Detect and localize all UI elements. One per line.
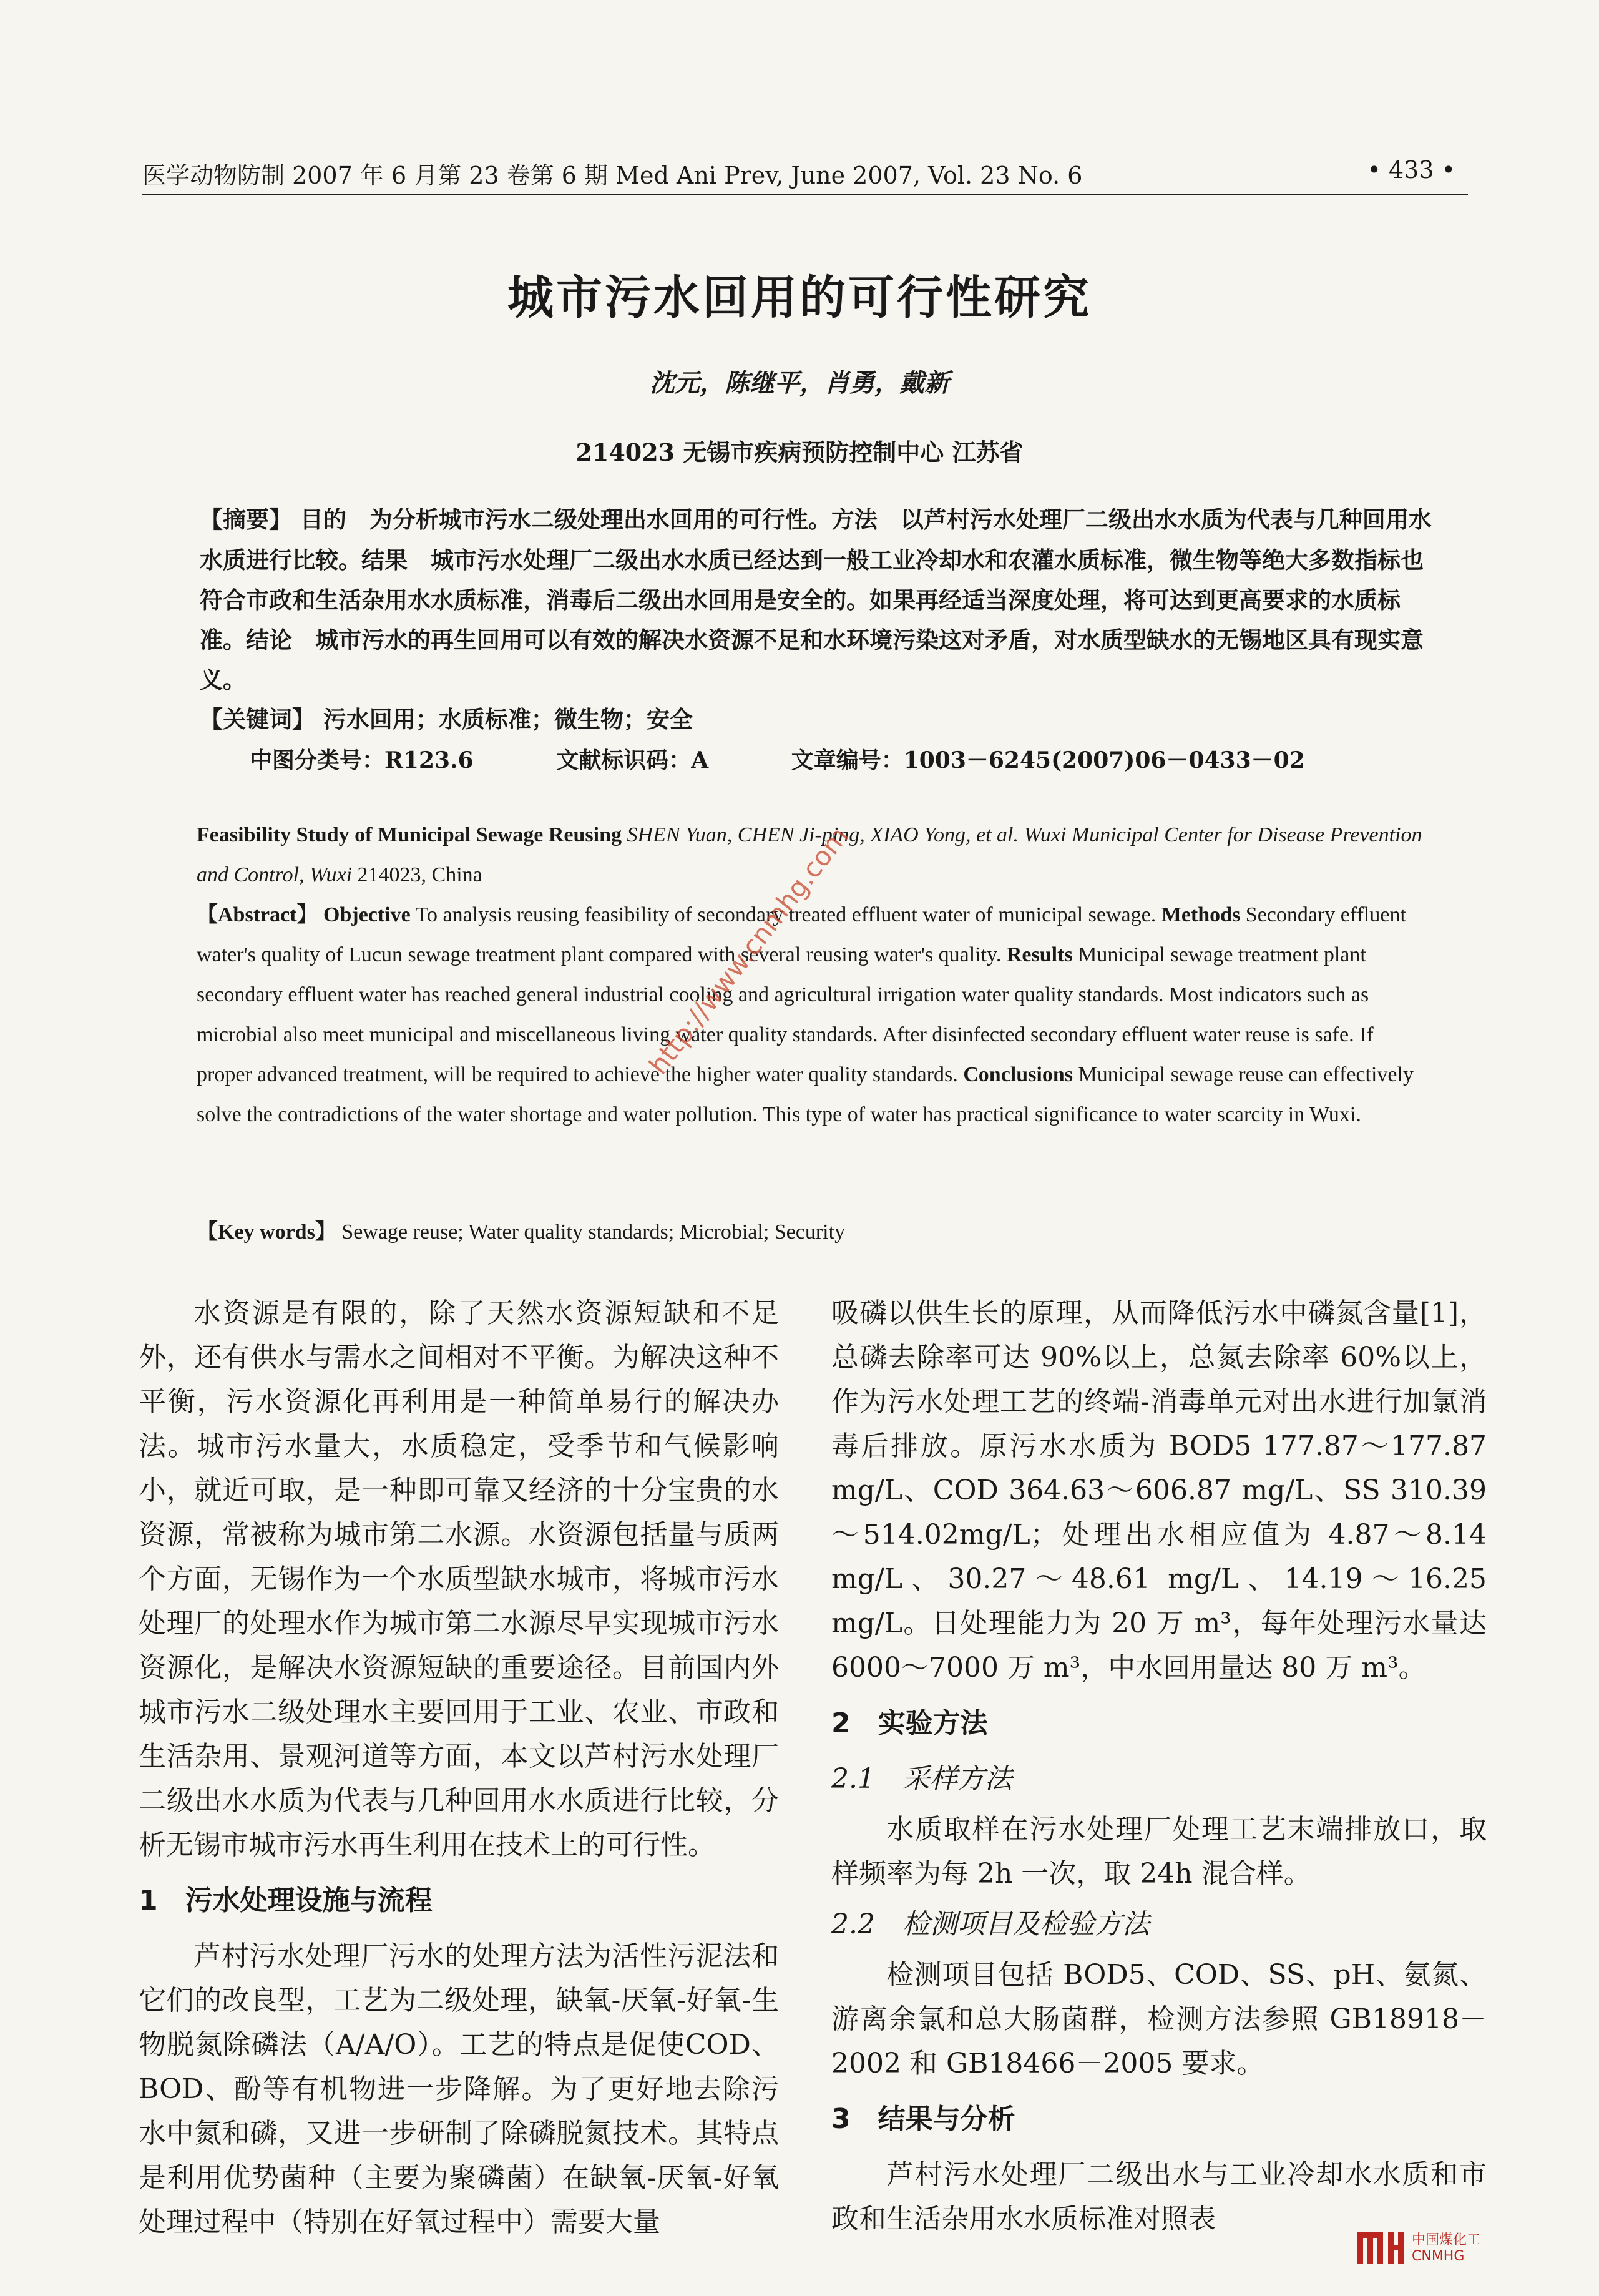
methods-text: Secondary effluent water's quality of Lucun sewage treatment plant compared with several reusing water's quality. [197, 903, 1406, 966]
body-right-column [831, 1291, 1487, 2241]
doc-code: 文献标识码：A [556, 747, 709, 773]
continued-paragraph: 吸磷以供生长的原理，从而降低污水中磷氮含量[1]，总磷去除率可达 90%以上，总氮去除率 60%以上，作为污水处理工艺的终端-消毒单元对出水进行加氯消毒后排放。原污水水质为 BOD5 177.87～177.87 mg/L、COD 364.63～606.87 mg/L、SS 310.39～514.02mg/L；处理出水相应值为 4.87～8.14 mg/L、30.27～48.61 mg/L、14.19～16.25 mg/L。日处理能力为 20 万 m³，每年处理污水量达 6000～7000 万 m³，中水回用量达 80 万 m³。 [831, 1297, 1487, 1684]
keywords-text: Sewage reuse; Water quality standards; Microbial; Security [341, 1220, 846, 1244]
subsection-2-1-text: 水质取样在污水处理厂处理工艺末端排放口，取样频率为每 2h 一次，取 24h 混合样。 [831, 1813, 1487, 1890]
logo-name: 中国煤化工 [1412, 2232, 1481, 2248]
article-number: 文章编号：1003－6245(2007)06－0433－02 [791, 747, 1305, 773]
english-abstract [197, 895, 1432, 1135]
abstract-cn [200, 499, 1432, 700]
clc-number: 中图分类号：R123.6 [250, 747, 474, 773]
classification-line [250, 743, 1380, 775]
keywords-label: 【Key words】 [197, 1220, 336, 1244]
section-2-heading: 2 实验方法 [831, 1707, 988, 1739]
authors: 沈元，陈继平，肖勇，戴新 [650, 368, 949, 398]
english-title-bold: Feasibility Study of Municipal Sewage Reusing [197, 823, 622, 846]
logo-sub: CNMHG [1412, 2249, 1465, 2264]
objective-text: To analysis reusing feasibility of secondary treated effluent water of municipal sewage. [415, 903, 1156, 926]
keywords-cn-label: 【关键词】 [200, 705, 315, 733]
results-text: Municipal sewage treatment plant secondary effluent water has reached general industrial cooling and agricultural irrigation water quality standards. Most indicators such as microbial also meet municipal and miscellaneous living water quality standards. After disinfected secondary effluent water reuse is safe. If proper advanced treatment, will be required to achieve the higher water quality standards. [197, 943, 1374, 1086]
section-1-heading: 1 污水处理设施与流程 [139, 1885, 433, 1916]
abstract-cn-label: 【摘要】 [200, 506, 292, 533]
abstract-cn-text: 目的 为分析城市污水二级处理出水回用的可行性。方法 以芦村污水处理厂二级出水水质为代表与几种回用水水质进行比较。结果 城市污水处理厂二级出水水质已经达到一般工业冷却水和农灌水质标准，微生物等绝大多数指标也符合市政和生活杂用水水质标准，消毒后二级出水回用是安全的。如果再经适当深度处理，将可达到更高要求的水质标准。结论 城市污水的再生回用可以有效的解决水资源不足和水环境污染这对矛盾，对水质型缺水的无锡地区具有现实意义。 [200, 506, 1432, 694]
section-1-text: 芦村污水处理厂污水的处理方法为活性污泥法和它们的改良型，工艺为二级处理，缺氧-厌氧-好氧-生物脱氮除磷法（A/A/O）。工艺的特点是促使COD、BOD、酚等有机物进一步降解。为了更好地去除污水中氮和磷，又进一步研制了除磷脱氮技术。其特点是利用优势菌种（主要为聚磷菌）在缺氧-厌氧-好氧处理过程中（特别在好氧过程中）需要大量 [139, 1940, 779, 2238]
english-address: 214023, China [357, 863, 482, 886]
header-rule [142, 194, 1468, 195]
affiliation: 214023 无锡市疾病预防控制中心 江苏省 [575, 438, 1024, 466]
running-header: 医学动物防制 2007 年 6 月第 23 卷第 6 期 Med Ani Prev, June 2007, Vol. 23 No. 6 [142, 162, 1083, 189]
cnmhg-logo [1354, 2229, 1498, 2272]
intro-paragraph: 水资源是有限的，除了天然水资源短缺和不足外，还有供水与需水之间相对不平衡。为解决这种不平衡，污水资源化再利用是一种简单易行的解决办法。城市污水量大，水质稳定，受季节和气候影响小，就近可取，是一种即可靠又经济的十分宝贵的水资源，常被称为城市第二水源。水资源包括量与质两个方面，无锡作为一个水质型缺水城市，将城市污水处理厂的处理水作为城市第二水源尽早实现城市污水资源化，是解决水资源短缺的重要途径。目前国内外城市污水二级处理水主要回用于工业、农业、市政和生活杂用、景观河道等方面，本文以芦村污水处理厂二级出水水质为代表与几种回用水水质进行比较，分析无锡市城市污水再生利用在技术上的可行性。 [139, 1297, 779, 1861]
english-keywords [197, 1212, 1432, 1252]
subsection-2-1-heading: 2.1 采样方法 [831, 1763, 1012, 1795]
keywords-cn-text: 污水回用；水质标准；微生物；安全 [323, 705, 693, 733]
subsection-2-2-text: 检测项目包括 BOD5、COD、SS、pH、氨氮、游离余氯和总大肠菌群，检测方法参照 GB18918－2002 和 GB18466－2005 要求。 [831, 1959, 1487, 2079]
page-number: • 433 • [1367, 156, 1455, 184]
subsection-2-2-heading: 2.2 检测项目及检验方法 [831, 1908, 1150, 1940]
conclusions-label: Conclusions [963, 1063, 1073, 1086]
methods-label: Methods [1161, 903, 1241, 926]
cnmhg-logo-icon [1354, 2229, 1406, 2267]
body-left-column [139, 1291, 779, 2244]
section-3-text: 芦村污水处理厂二级出水与工业冷却水水质和市政和生活杂用水水质标准对照表 [831, 2159, 1487, 2235]
results-label: Results [1006, 943, 1073, 966]
section-3-heading: 3 结果与分析 [831, 2103, 1015, 2135]
keywords-cn [200, 700, 693, 734]
logo-text [1412, 2232, 1480, 2265]
paper-title: 城市污水回用的可行性研究 [507, 271, 1092, 325]
objective-label: Objective [323, 903, 411, 926]
conclusions-text: Municipal sewage reuse can effectively solve the contradictions of the water shortage and water pollution. This type of water has practical significance to water scarcity in Wuxi. [197, 1063, 1414, 1126]
english-authors: SHEN Yuan, CHEN Ji-ping, XIAO Yong, et al. Wuxi Municipal Center for Disease Prevention and Control, Wuxi [197, 823, 1422, 886]
url-watermark: http://www.cnmhg.com [643, 821, 855, 1081]
abstract-label: 【Abstract】 [197, 903, 318, 926]
